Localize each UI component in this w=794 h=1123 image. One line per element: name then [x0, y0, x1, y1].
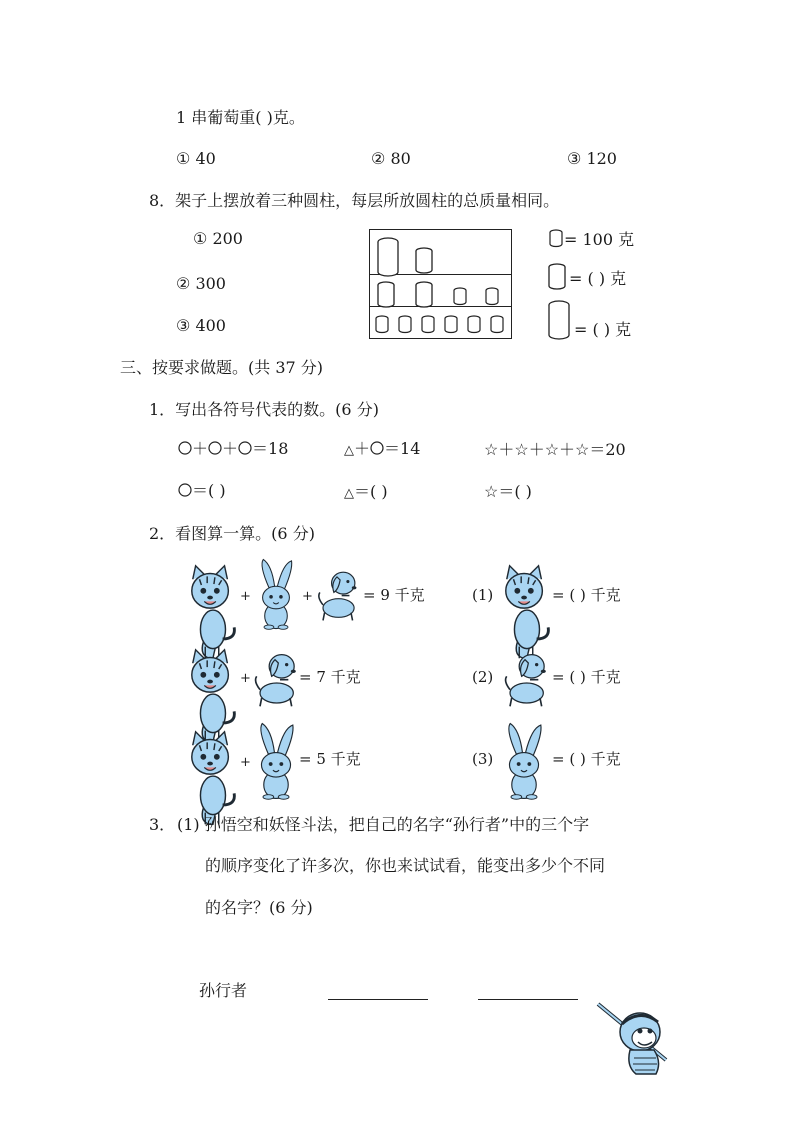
q3-line-1: (1) 孙悟空和妖怪斗法，把自己的名字“孙行者”中的三个字	[177, 815, 590, 834]
row2-answer-blank[interactable]: = ( ) 千克	[552, 668, 621, 686]
row2-label: (2)	[472, 668, 494, 686]
q8-option-2[interactable]	[176, 276, 226, 292]
triangle-symbol-icon: △	[344, 443, 354, 458]
q7-option-3[interactable]	[567, 151, 617, 167]
option-value: 40	[195, 149, 216, 168]
q7-option-1[interactable]	[176, 151, 216, 167]
q8-option-1[interactable]	[193, 231, 243, 247]
answer-triangle	[344, 484, 388, 500]
circle-symbol-icon	[238, 441, 252, 455]
legend-big-weight: = ( ) 克	[574, 320, 632, 339]
big-cylinder	[378, 238, 398, 276]
dog-image	[314, 566, 360, 622]
answer-circle-blank[interactable]: ＝( )	[192, 481, 226, 500]
small-cylinder	[445, 316, 457, 333]
small-cylinder	[454, 288, 466, 305]
small-cylinder	[491, 316, 503, 333]
rabbit-image	[250, 558, 302, 630]
cylinder-shelf	[369, 229, 512, 339]
option-number: ③	[567, 149, 582, 168]
option-number: ②	[371, 149, 386, 168]
equation-triangle: △＋ ＝14	[344, 439, 421, 458]
medium-cylinder	[416, 282, 432, 307]
dog-image	[500, 648, 550, 708]
circle-symbol-icon	[178, 441, 192, 455]
q3-line-2: 的顺序变化了许多次，你也来试试看，能变出多少个不同	[205, 856, 606, 875]
option-value: 120	[586, 149, 617, 168]
medium-cylinder-legend-icon	[548, 263, 566, 291]
option-number: ①	[176, 149, 191, 168]
row1-total: = 9 千克	[363, 586, 425, 604]
equation-stars: ☆＋☆＋☆＋☆＝20	[484, 440, 626, 459]
example-name: 孙行者	[199, 981, 248, 1000]
small-cylinder	[422, 316, 434, 333]
section-3-title: 三、按要求做题。(共 37 分)	[120, 358, 324, 377]
option-number: ①	[193, 229, 208, 248]
option-number: ②	[176, 274, 191, 293]
q2-stem: 2．看图算一算。(6 分)	[149, 524, 315, 543]
row3-answer-blank[interactable]: = ( ) 千克	[552, 750, 621, 768]
option-value: 400	[195, 316, 226, 335]
dog-image	[250, 648, 300, 708]
plus-sign: +	[240, 755, 251, 770]
answer-line[interactable]	[478, 999, 578, 1000]
option-value: 300	[195, 274, 226, 293]
q8-stem: 8．架子上摆放着三种圆柱，每层所放圆柱的总质量相同。	[149, 191, 560, 210]
plus-sign: +	[302, 589, 313, 604]
rabbit-image	[498, 722, 550, 800]
answer-circle	[178, 483, 226, 499]
option-value: 80	[390, 149, 411, 168]
monkey-king-image	[596, 998, 678, 1078]
small-cylinder	[376, 316, 388, 333]
medium-cylinder	[416, 248, 432, 273]
shelf-cylinders	[370, 230, 511, 338]
plus-sign: +	[240, 671, 251, 686]
small-cylinder	[486, 288, 498, 305]
q8-option-3[interactable]	[176, 318, 226, 334]
legend-small-weight: = 100 克	[564, 230, 635, 249]
small-cylinder	[468, 316, 480, 333]
q7-question: 1 串葡萄重( )克。	[176, 108, 305, 127]
q3-line-3: 的名字？(6 分)	[205, 898, 313, 917]
big-cylinder-legend-icon	[548, 300, 572, 342]
legend-medium-weight: = ( ) 克	[569, 269, 627, 288]
row3-total: = 5 千克	[299, 750, 361, 768]
small-cylinder-legend-icon	[549, 228, 563, 250]
row1-label: (1)	[472, 586, 494, 604]
circle-symbol-icon	[370, 441, 384, 455]
option-value: 200	[212, 229, 243, 248]
row1-answer-blank[interactable]: = ( ) 千克	[552, 586, 621, 604]
equation-circles: ＋ ＋ ＝18	[178, 441, 288, 457]
rabbit-image	[250, 722, 302, 800]
row2-total: = 7 千克	[299, 668, 361, 686]
answer-triangle-blank[interactable]: ＝( )	[354, 482, 388, 501]
plus-sign: +	[240, 589, 251, 604]
row3-label: (3)	[472, 750, 494, 768]
medium-cylinder	[378, 282, 394, 307]
option-number: ③	[176, 316, 191, 335]
q3-number: 3．	[149, 815, 176, 834]
triangle-symbol-icon: △	[344, 486, 354, 501]
circle-symbol-icon	[178, 483, 192, 497]
circle-symbol-icon	[208, 441, 222, 455]
q1-stem: 1．写出各符号代表的数。(6 分)	[149, 400, 379, 419]
answer-line[interactable]	[328, 999, 428, 1000]
q7-option-2[interactable]	[371, 151, 411, 167]
answer-star-blank[interactable]: ☆＝( )	[484, 482, 532, 501]
small-cylinder	[399, 316, 411, 333]
